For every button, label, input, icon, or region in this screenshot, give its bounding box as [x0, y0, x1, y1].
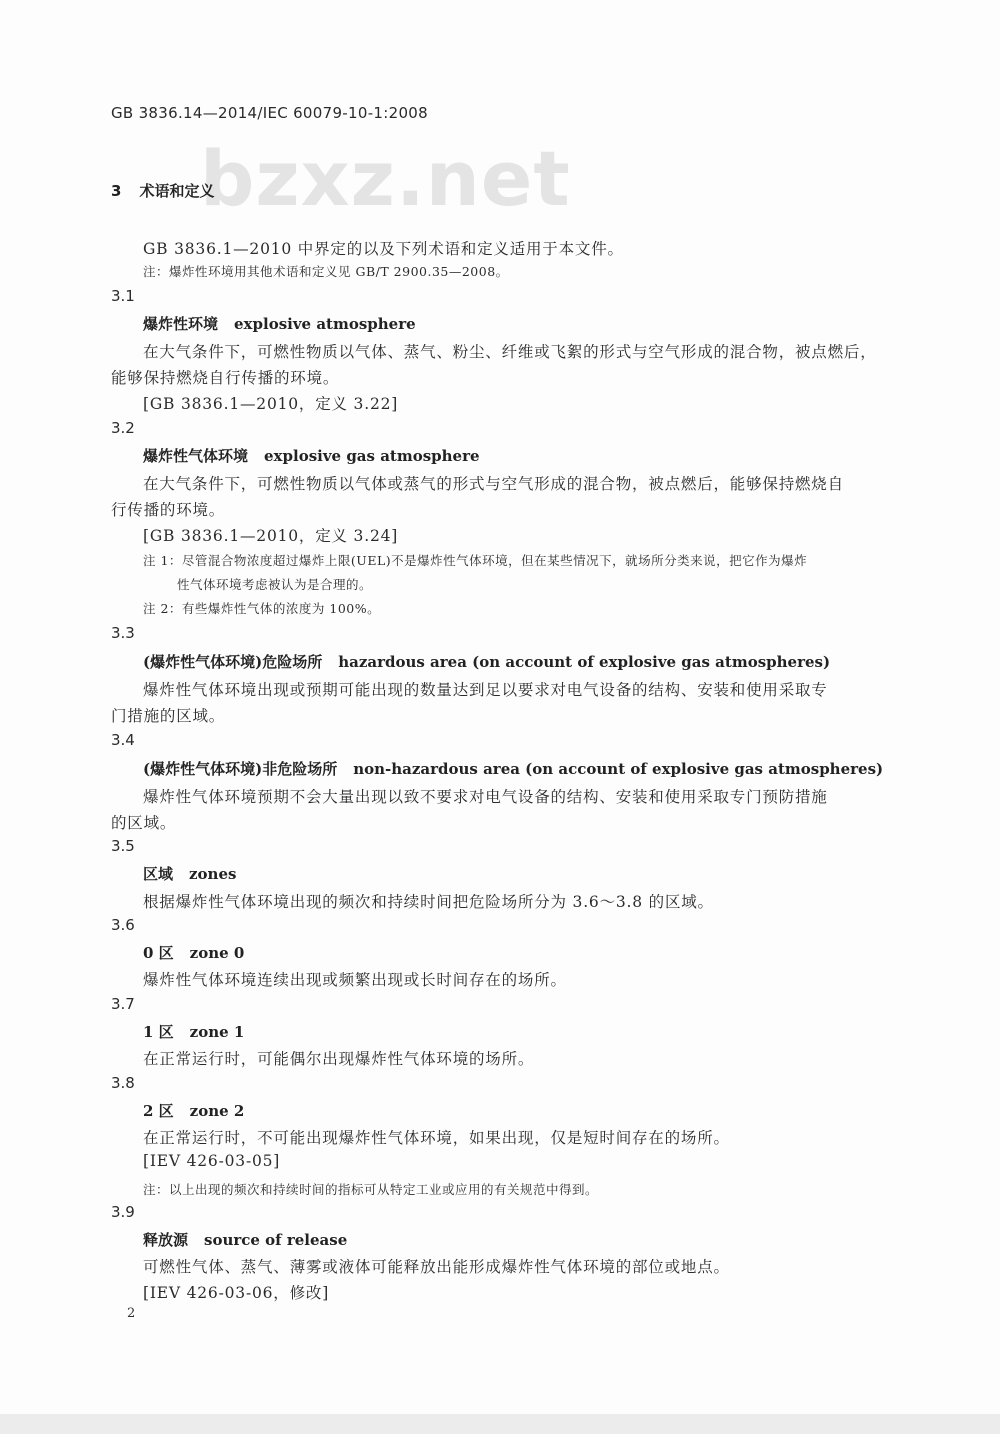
definition-source: [GB 3836.1—2010，定义 3.22] — [143, 395, 399, 413]
term-zh: 0 区 — [143, 944, 174, 962]
term-heading — [143, 1021, 244, 1042]
term-heading — [143, 942, 244, 963]
term-zh: 爆炸性气体环境 — [143, 447, 249, 465]
definition-line: 在正常运行时，可能偶尔出现爆炸性气体环境的场所。 — [143, 1050, 535, 1068]
term-heading — [143, 445, 480, 466]
definition-line: 爆炸性气体环境预期不会大量出现以致不要求对电气设备的结构、安装和使用采取专门预防措施 — [143, 788, 828, 806]
note-line: 性气体环境考虑被认为是合理的。 — [177, 577, 373, 592]
term-en: source of release — [204, 1231, 348, 1249]
definition-line: 门措施的区域。 — [111, 707, 226, 725]
term-zh: 区域 — [143, 865, 174, 883]
term-zh: 2 区 — [143, 1102, 174, 1120]
definition-line: 在正常运行时，不可能出现爆炸性气体环境，如果出现，仅是短时间存在的场所。 — [143, 1129, 730, 1147]
term-zh: 爆炸性环境 — [143, 315, 219, 333]
term-heading — [143, 313, 416, 334]
term-en: non-hazardous area (on account of explosive gas atmospheres) — [353, 760, 884, 778]
term-en: explosive atmosphere — [234, 315, 416, 333]
clause-number: 3.8 — [111, 1074, 135, 1092]
term-en: zone 2 — [189, 1102, 245, 1120]
term-heading — [143, 758, 883, 779]
intro-note: 注：爆炸性环境用其他术语和定义见 GB/T 2900.35—2008。 — [143, 264, 509, 279]
term-zh: (爆炸性气体环境)危险场所 — [143, 653, 323, 671]
watermark: bzxz.net — [200, 134, 571, 223]
clause-number: 3.7 — [111, 995, 135, 1013]
viewer-bottom-band — [0, 1414, 1000, 1434]
clause-number: 3.5 — [111, 837, 135, 855]
term-en: zones — [189, 865, 237, 883]
term-heading — [143, 1229, 347, 1250]
clause-number: 3.3 — [111, 624, 135, 642]
clause-number: 3.6 — [111, 916, 135, 934]
definition-line: 能够保持燃烧自行传播的环境。 — [111, 369, 340, 387]
definition-line: 可燃性气体、蒸气、薄雾或液体可能释放出能形成爆炸性气体环境的部位或地点。 — [143, 1258, 730, 1276]
term-en: hazardous area (on account of explosive gas atmospheres) — [338, 653, 831, 671]
page-number: 2 — [127, 1306, 136, 1321]
document-header: GB 3836.14—2014/IEC 60079-10-1:2008 — [111, 104, 428, 122]
definition-line: 行传播的环境。 — [111, 501, 226, 519]
term-zh: 释放源 — [143, 1231, 189, 1249]
clause-number: 3.1 — [111, 287, 135, 305]
definition-source: [IEV 426-03-06，修改] — [143, 1284, 330, 1302]
definition-line: 根据爆炸性气体环境出现的频次和持续时间把危险场所分为 3.6～3.8 的区域。 — [143, 893, 714, 911]
term-heading — [143, 651, 830, 672]
note-line: 注 1：尽管混合物浓度超过爆炸上限(UEL)不是爆炸性气体环境，但在某些情况下，就场所分类来说，把它作为爆炸 — [143, 553, 808, 568]
intro-paragraph: GB 3836.1—2010 中界定的以及下列术语和定义适用于本文件。 — [143, 240, 624, 258]
section-heading — [111, 180, 214, 201]
term-en: zone 1 — [189, 1023, 245, 1041]
definition-line: 爆炸性气体环境连续出现或频繁出现或长时间存在的场所。 — [143, 971, 567, 989]
term-zh: 1 区 — [143, 1023, 174, 1041]
note-line: 注：以上出现的频次和持续时间的指标可从特定工业或应用的有关规范中得到。 — [143, 1182, 599, 1197]
definition-line: 在大气条件下，可燃性物质以气体、蒸气、粉尘、纤维或飞絮的形式与空气形成的混合物，被点燃后， — [143, 343, 877, 361]
term-heading — [143, 863, 236, 884]
clause-number: 3.9 — [111, 1203, 135, 1221]
term-en: zone 0 — [189, 944, 245, 962]
clause-number: 3.2 — [111, 419, 135, 437]
definition-line: 爆炸性气体环境出现或预期可能出现的数量达到足以要求对电气设备的结构、安装和使用采取专 — [143, 681, 828, 699]
section-number: 3 — [111, 182, 122, 200]
section-title: 术语和定义 — [139, 182, 215, 200]
definition-line: 在大气条件下，可燃性物质以气体或蒸气的形式与空气形成的混合物，被点燃后，能够保持燃烧自 — [143, 475, 844, 493]
note-line: 注 2：有些爆炸性气体的浓度为 100%。 — [143, 601, 381, 616]
term-zh: (爆炸性气体环境)非危险场所 — [143, 760, 338, 778]
term-heading — [143, 1100, 244, 1121]
definition-source: [GB 3836.1—2010，定义 3.24] — [143, 527, 399, 545]
term-en: explosive gas atmosphere — [264, 447, 480, 465]
definition-source: [IEV 426-03-05] — [143, 1152, 281, 1170]
definition-line: 的区域。 — [111, 814, 177, 832]
clause-number: 3.4 — [111, 731, 135, 749]
